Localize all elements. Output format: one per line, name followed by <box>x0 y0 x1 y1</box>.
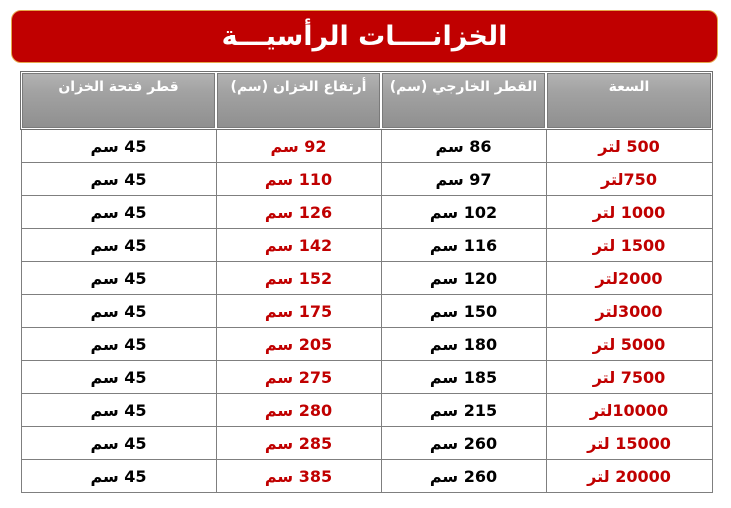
cell-tank-height: 126 سم <box>216 196 381 229</box>
cell-tank-height: 175 سم <box>216 295 381 328</box>
header-outer-diameter: القطر الخارجي (سم) <box>381 72 546 129</box>
cell-opening-diameter: 45 سم <box>21 196 216 229</box>
table-row <box>21 196 712 229</box>
cell-opening-diameter: 45 سم <box>21 163 216 196</box>
cell-outer-diameter: 215 سم <box>381 394 546 427</box>
table-row <box>21 460 712 493</box>
cell-capacity: 20000 لتر <box>546 460 712 493</box>
cell-capacity: 7500 لتر <box>546 361 712 394</box>
cell-opening-diameter: 45 سم <box>21 460 216 493</box>
table-header-row <box>21 72 712 129</box>
cell-opening-diameter: 45 سم <box>21 427 216 460</box>
table-row <box>21 129 712 163</box>
cell-capacity: 2000لتر <box>546 262 712 295</box>
cell-opening-diameter: 45 سم <box>21 394 216 427</box>
cell-opening-diameter: 45 سم <box>21 129 216 163</box>
table-row <box>21 262 712 295</box>
table-row <box>21 328 712 361</box>
cell-outer-diameter: 260 سم <box>381 460 546 493</box>
cell-tank-height: 285 سم <box>216 427 381 460</box>
cell-capacity: 1500 لتر <box>546 229 712 262</box>
cell-tank-height: 385 سم <box>216 460 381 493</box>
table-row <box>21 163 712 196</box>
cell-outer-diameter: 86 سم <box>381 129 546 163</box>
cell-capacity: 750لتر <box>546 163 712 196</box>
cell-tank-height: 142 سم <box>216 229 381 262</box>
cell-opening-diameter: 45 سم <box>21 262 216 295</box>
cell-tank-height: 110 سم <box>216 163 381 196</box>
cell-capacity: 10000لتر <box>546 394 712 427</box>
table-row <box>21 427 712 460</box>
cell-capacity: 1000 لتر <box>546 196 712 229</box>
cell-tank-height: 275 سم <box>216 361 381 394</box>
header-tank-height: أرتفاع الخزان (سم) <box>216 72 381 129</box>
header-capacity: السعة <box>546 72 712 129</box>
cell-tank-height: 280 سم <box>216 394 381 427</box>
cell-outer-diameter: 116 سم <box>381 229 546 262</box>
cell-capacity: 500 لتر <box>546 129 712 163</box>
cell-tank-height: 152 سم <box>216 262 381 295</box>
cell-outer-diameter: 150 سم <box>381 295 546 328</box>
cell-capacity: 3000لتر <box>546 295 712 328</box>
cell-outer-diameter: 120 سم <box>381 262 546 295</box>
table-row <box>21 295 712 328</box>
cell-tank-height: 92 سم <box>216 129 381 163</box>
cell-tank-height: 205 سم <box>216 328 381 361</box>
header-opening-diameter: قطر فتحة الخزان <box>21 72 216 129</box>
cell-opening-diameter: 45 سم <box>21 229 216 262</box>
tank-specs-table <box>20 71 713 493</box>
cell-outer-diameter: 102 سم <box>381 196 546 229</box>
cell-capacity: 15000 لتر <box>546 427 712 460</box>
cell-outer-diameter: 97 سم <box>381 163 546 196</box>
cell-opening-diameter: 45 سم <box>21 361 216 394</box>
title-banner <box>11 10 718 63</box>
cell-outer-diameter: 185 سم <box>381 361 546 394</box>
table-row <box>21 229 712 262</box>
cell-opening-diameter: 45 سم <box>21 328 216 361</box>
cell-outer-diameter: 180 سم <box>381 328 546 361</box>
page-title: الخزانــــات الرأسيـــة <box>221 21 508 52</box>
cell-outer-diameter: 260 سم <box>381 427 546 460</box>
cell-capacity: 5000 لتر <box>546 328 712 361</box>
table-row <box>21 361 712 394</box>
table-row <box>21 394 712 427</box>
cell-opening-diameter: 45 سم <box>21 295 216 328</box>
